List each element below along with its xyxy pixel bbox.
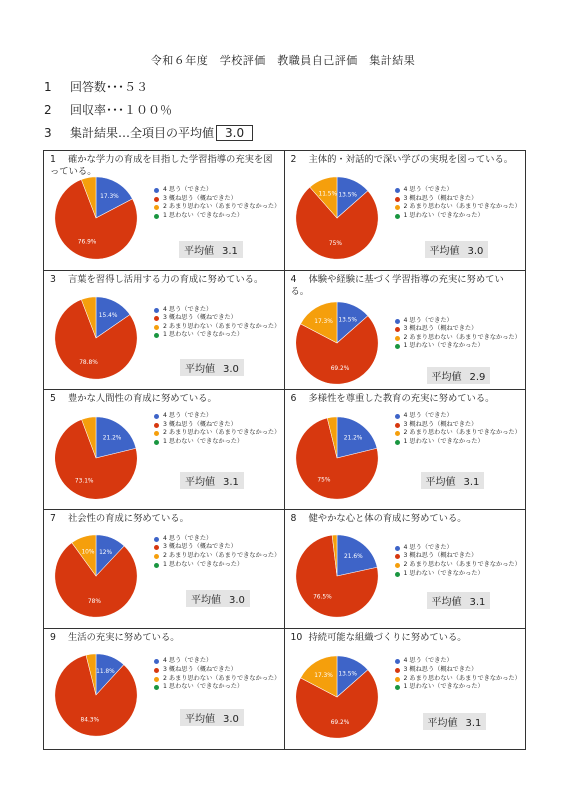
overall-average-label: 集計結果…全項目の平均値	[70, 126, 215, 140]
slice-label: 21.2%	[102, 435, 122, 442]
overall-average-value: 3.0	[216, 125, 253, 141]
average-score	[421, 472, 485, 489]
slice-label: 12%	[99, 549, 113, 556]
legend-swatch	[154, 659, 159, 664]
question-title	[50, 632, 278, 644]
pie-chart	[54, 653, 138, 737]
average-label: 平均値	[191, 594, 221, 606]
average-score	[186, 590, 250, 607]
legend-label: 1 思わない（できなかった）	[163, 683, 244, 691]
chart-legend	[154, 186, 282, 220]
legend-swatch	[395, 431, 400, 436]
legend-label: 2 あまり思わない（あまりできなかった）	[403, 203, 521, 211]
chart-legend	[154, 657, 282, 691]
legend-label: 3 概ね思う（概ねできた）	[163, 543, 237, 551]
chart-legend	[395, 412, 523, 446]
legend-label: 2 あまり思わない（あまりできなかった）	[163, 203, 281, 211]
legend-swatch	[154, 214, 159, 219]
response-count: 回答数･･･５３	[70, 80, 149, 94]
legend-swatch	[395, 659, 400, 664]
legend-swatch	[395, 563, 400, 568]
slice-label: 84.3%	[80, 717, 100, 724]
legend-swatch	[395, 677, 400, 682]
legend-item	[154, 212, 282, 221]
question-text: 生活の充実に努めている。	[68, 632, 180, 644]
slice-label: 75%	[316, 477, 330, 484]
slice-label: 17.3%	[313, 673, 333, 680]
question-panel	[285, 390, 526, 510]
legend-item	[395, 657, 523, 666]
question-title	[50, 393, 278, 405]
legend-label: 4 思う（できた）	[403, 543, 453, 551]
average-label: 平均値	[431, 371, 462, 383]
legend-item	[395, 675, 523, 684]
legend-item	[154, 306, 282, 315]
legend-swatch	[395, 440, 400, 445]
slice-label: 13.5%	[337, 316, 357, 323]
slice-label: 69.2%	[330, 720, 349, 727]
legend-label: 1 思わない（できなかった）	[403, 211, 484, 219]
legend-swatch	[154, 423, 159, 428]
slice-label: 78.8%	[79, 359, 98, 366]
overall-average-line	[44, 124, 253, 141]
legend-label: 2 あまり思わない（あまりできなかった）	[163, 674, 281, 682]
legend-label: 2 あまり思わない（あまりできなかった）	[403, 674, 521, 682]
legend-item	[154, 561, 282, 570]
average-score	[180, 709, 244, 726]
question-number: 3	[50, 273, 56, 285]
slice-label: 13.5%	[337, 192, 357, 199]
legend-label: 1 思わない（できなかった）	[163, 437, 244, 445]
question-text: 体験や経験に基づく学習指導の充実に努めている。	[290, 273, 504, 297]
question-text: 豊かな人間性の育成に努めている。	[68, 393, 217, 405]
question-title	[291, 393, 520, 405]
legend-swatch	[154, 563, 159, 568]
chart-legend	[154, 306, 282, 340]
legend-item	[395, 317, 523, 326]
legend-swatch	[154, 545, 159, 550]
legend-swatch	[154, 316, 159, 321]
slice-label: 78%	[87, 599, 101, 606]
average-value: 3.1	[223, 477, 239, 489]
question-text: 確かな学力の育成を目指した学習指導の充実を図っている。	[50, 154, 273, 177]
question-panel	[285, 629, 526, 749]
legend-label: 3 概ね思う（概ねできた）	[163, 314, 237, 322]
question-text: 多様性を尊重した教育の充実に努めている。	[308, 393, 495, 405]
average-score	[180, 359, 244, 376]
average-value: 2.9	[469, 371, 486, 383]
slice-label: 21.2%	[343, 435, 362, 442]
legend-label: 2 あまり思わない（あまりできなかった）	[163, 322, 281, 330]
legend-item	[154, 331, 282, 340]
legend-swatch	[395, 685, 400, 690]
question-panel	[44, 510, 285, 630]
question-text: 健やかな心と体の育成に努めている。	[308, 512, 467, 524]
legend-item	[154, 675, 282, 684]
average-value: 3.1	[463, 477, 480, 489]
legend-label: 1 思わない（できなかった）	[403, 342, 484, 350]
legend-swatch	[154, 205, 159, 210]
average-value: 3.0	[223, 363, 239, 375]
legend-swatch	[154, 668, 159, 673]
survey-results-grid	[43, 150, 526, 750]
average-value: 3.1	[469, 596, 486, 608]
legend-item	[154, 412, 282, 421]
slice-label: 11.5%	[317, 191, 337, 198]
chart-legend	[395, 544, 523, 578]
legend-item	[154, 314, 282, 323]
legend-swatch	[154, 537, 159, 542]
legend-label: 1 思わない（できなかった）	[403, 683, 484, 691]
slice-label: 15.4%	[98, 312, 118, 319]
slice-label: 17.3%	[313, 318, 333, 325]
legend-label: 3 概ね思う（概ねできた）	[403, 420, 478, 428]
legend-item	[395, 666, 523, 675]
question-number: 6	[290, 393, 297, 405]
average-score	[180, 472, 244, 489]
slice-label: 13.5%	[337, 671, 357, 678]
average-label: 平均値	[185, 714, 215, 726]
slice-label: 17.3%	[100, 193, 119, 200]
chart-legend	[395, 317, 523, 351]
legend-item	[395, 570, 523, 579]
legend-label: 4 思う（できた）	[403, 316, 453, 324]
question-number: 2	[290, 154, 297, 165]
chart-legend	[395, 186, 523, 220]
average-label: 平均値	[427, 718, 458, 730]
legend-item	[154, 429, 282, 438]
legend-item	[154, 438, 282, 447]
average-label: 平均値	[425, 477, 456, 489]
average-label: 平均値	[185, 477, 215, 489]
average-label: 平均値	[431, 596, 462, 608]
slice-label: 69.2%	[330, 365, 349, 372]
legend-label: 2 あまり思わない（あまりできなかった）	[403, 333, 521, 341]
question-number: 10	[290, 632, 303, 644]
legend-swatch	[154, 188, 159, 193]
line-number: 2	[44, 103, 52, 117]
legend-swatch	[395, 344, 400, 349]
legend-label: 4 思う（できた）	[163, 657, 213, 665]
legend-item	[395, 186, 523, 195]
legend-swatch	[395, 319, 400, 324]
legend-swatch	[154, 440, 159, 445]
legend-label: 3 概ね思う（概ねできた）	[403, 665, 478, 673]
question-panel	[44, 151, 285, 271]
legend-swatch	[154, 431, 159, 436]
pie-chart	[295, 655, 379, 739]
question-panel	[44, 271, 285, 391]
question-number: 9	[50, 632, 56, 644]
average-score	[425, 241, 489, 258]
legend-swatch	[395, 188, 400, 193]
average-value: 3.0	[223, 714, 239, 726]
question-number: 1	[50, 154, 56, 165]
pie-chart	[295, 534, 379, 618]
average-value: 3.1	[465, 718, 482, 730]
line-number: 3	[44, 126, 52, 140]
response-rate: 回収率･･･１００％	[70, 103, 173, 117]
legend-swatch	[395, 214, 400, 219]
average-score	[427, 592, 491, 609]
legend-swatch	[395, 336, 400, 341]
average-label: 平均値	[185, 363, 215, 375]
legend-swatch	[395, 414, 400, 419]
legend-swatch	[395, 423, 400, 428]
legend-label: 3 概ね思う（概ねできた）	[163, 194, 237, 202]
legend-swatch	[395, 554, 400, 559]
question-title	[50, 513, 278, 525]
legend-item	[395, 203, 523, 212]
legend-label: 4 思う（できた）	[163, 305, 213, 313]
legend-item	[395, 195, 523, 204]
chart-legend	[154, 412, 282, 446]
question-number: 7	[50, 512, 56, 524]
slice-label: 73.1%	[74, 478, 94, 485]
legend-swatch	[395, 546, 400, 551]
question-title	[291, 632, 520, 644]
pie-chart	[54, 296, 138, 380]
page-title: 令和６年度 学校評価 教職員自己評価 集計結果	[150, 54, 416, 67]
response-rate-line	[44, 101, 172, 118]
average-score	[427, 367, 491, 384]
legend-label: 3 概ね思う（概ねできた）	[163, 420, 237, 428]
legend-label: 1 思わない（できなかった）	[403, 569, 484, 577]
legend-item	[154, 657, 282, 666]
legend-label: 4 思う（できた）	[403, 412, 453, 420]
question-title	[50, 154, 278, 178]
slice-label: 76.9%	[77, 239, 97, 246]
question-panel	[44, 629, 285, 749]
question-panel	[285, 510, 526, 630]
legend-label: 3 概ね思う（概ねできた）	[403, 552, 478, 560]
question-panel	[44, 390, 285, 510]
question-title	[291, 274, 520, 298]
question-title	[291, 513, 520, 525]
legend-swatch	[395, 327, 400, 332]
pie-chart	[295, 301, 379, 385]
question-text: 言葉を習得し活用する力の育成に努めている。	[68, 273, 264, 285]
question-number: 8	[290, 512, 297, 524]
average-value: 3.0	[467, 246, 484, 257]
pie-chart	[54, 534, 138, 618]
response-count-line	[44, 78, 148, 95]
legend-label: 1 思わない（できなかった）	[163, 331, 244, 339]
average-label: 平均値	[429, 246, 460, 257]
average-label: 平均値	[184, 246, 214, 257]
legend-item	[154, 552, 282, 561]
legend-label: 4 思う（できた）	[163, 412, 213, 420]
legend-label: 3 概ね思う（概ねできた）	[403, 194, 478, 202]
legend-item	[395, 212, 523, 221]
legend-label: 2 あまり思わない（あまりできなかった）	[403, 429, 521, 437]
legend-swatch	[395, 205, 400, 210]
average-score	[179, 241, 243, 258]
legend-item	[154, 186, 282, 195]
legend-item	[395, 412, 523, 421]
legend-item	[395, 561, 523, 570]
slice-label: 10%	[81, 549, 95, 556]
question-panel	[285, 271, 526, 391]
slice-label: 21.6%	[343, 553, 363, 560]
legend-label: 4 思う（できた）	[403, 186, 453, 193]
legend-item	[154, 683, 282, 692]
legend-item	[395, 552, 523, 561]
chart-legend	[395, 657, 523, 691]
legend-swatch	[395, 668, 400, 673]
legend-item	[395, 438, 523, 447]
legend-item	[154, 666, 282, 675]
average-score	[423, 713, 487, 730]
legend-label: 1 思わない（できなかった）	[163, 560, 244, 568]
legend-swatch	[154, 333, 159, 338]
legend-label: 1 思わない（できなかった）	[403, 437, 484, 445]
slice-label: 75%	[328, 241, 342, 248]
legend-swatch	[154, 685, 159, 690]
legend-label: 2 あまり思わない（あまりできなかった）	[403, 560, 521, 568]
legend-item	[154, 203, 282, 212]
question-text: 社会性の育成に努めている。	[68, 512, 189, 524]
legend-label: 3 概ね思う（概ねできた）	[163, 665, 237, 673]
slice-label: 11.8%	[96, 669, 115, 676]
pie-chart	[295, 176, 379, 260]
legend-item	[395, 683, 523, 692]
question-number: 5	[50, 393, 56, 405]
question-panel	[285, 151, 526, 271]
legend-label: 2 あまり思わない（あまりできなかった）	[163, 551, 281, 559]
pie-chart	[54, 176, 138, 260]
question-title	[291, 154, 520, 166]
legend-swatch	[154, 414, 159, 419]
legend-item	[154, 195, 282, 204]
slice-label: 76.5%	[312, 594, 332, 601]
legend-item	[395, 429, 523, 438]
question-text: 持続可能な組織づくりに努めている。	[308, 632, 467, 644]
average-value: 3.1	[222, 246, 238, 257]
legend-swatch	[395, 572, 400, 577]
legend-swatch	[395, 197, 400, 202]
legend-swatch	[154, 325, 159, 330]
legend-item	[395, 325, 523, 334]
legend-item	[395, 342, 523, 351]
legend-item	[154, 543, 282, 552]
legend-label: 1 思わない（できなかった）	[163, 211, 244, 219]
legend-swatch	[154, 677, 159, 682]
legend-label: 3 概ね思う（概ねできた）	[403, 325, 478, 333]
legend-label: 4 思う（できた）	[163, 186, 213, 193]
pie-chart	[295, 416, 379, 500]
question-text: 主体的・対話的で深い学びの実現を図っている。	[308, 154, 514, 165]
legend-swatch	[154, 308, 159, 313]
question-number: 4	[290, 273, 297, 285]
legend-swatch	[154, 554, 159, 559]
legend-label: 2 あまり思わない（あまりできなかった）	[163, 429, 281, 437]
legend-swatch	[154, 197, 159, 202]
legend-label: 4 思う（できた）	[403, 657, 453, 665]
chart-legend	[154, 535, 282, 569]
average-value: 3.0	[229, 594, 245, 606]
pie-chart	[54, 416, 138, 500]
line-number: 1	[44, 80, 52, 94]
question-title	[50, 274, 278, 286]
legend-label: 4 思う（できた）	[163, 534, 213, 542]
